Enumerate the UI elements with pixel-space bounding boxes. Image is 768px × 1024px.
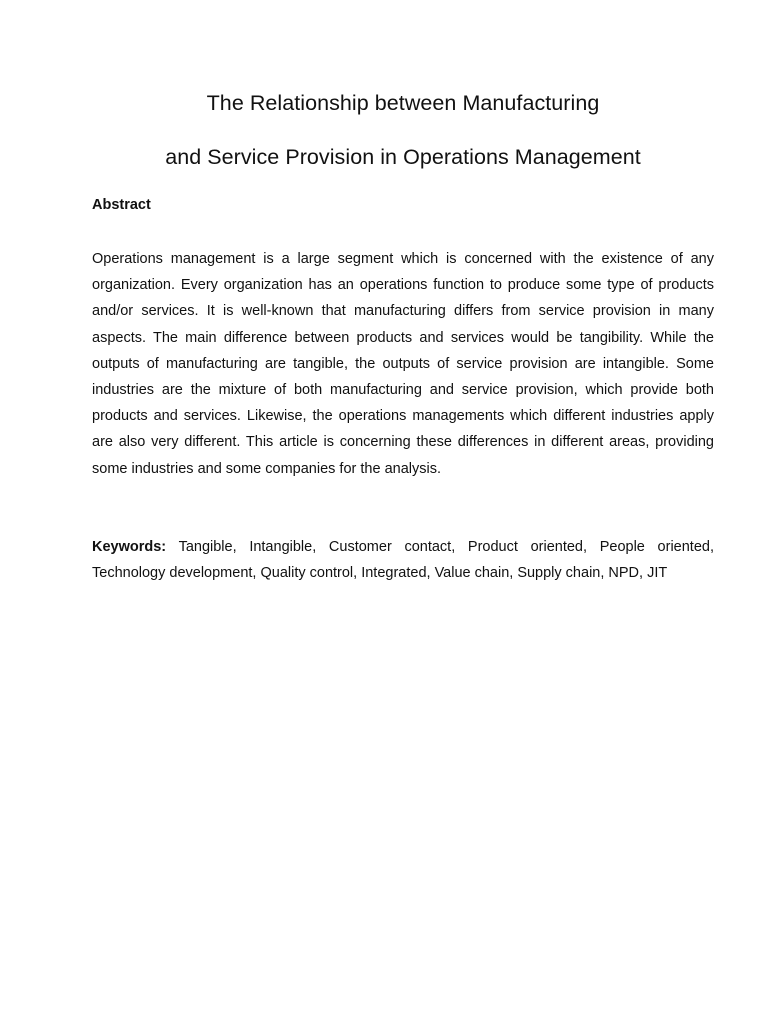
keywords-paragraph [92,534,714,586]
keywords-text: Tangible, Intangible, Customer contact, Product oriented, People oriented, Technology development, Quality control, Integrated, Value chain, Supply chain, NPD, JIT [92,539,714,582]
keywords-label: Keywords: [92,539,167,555]
title-line-2: and Service Provision in Operations Management [165,145,641,169]
abstract-text: Operations management is a large segment which is concerned with the existence of any organization. Every organization has an operations function to produce some type of products and/or services. It is well-known that manufacturing differs from service provision in many aspects. The main difference between products and services would be tangibility. While the outputs of manufacturing are tangible, the outputs of service provision are intangible. Some industries are the mixture of both manufacturing and service provision, which provide both products and services. Likewise, the operations managements which different industries apply are also very different. This article is concerning these differences in different areas, providing some industries and some companies for the analysis. [92,251,714,477]
title-line-1: The Relationship between Manufacturing [206,91,600,115]
abstract-heading: Abstract [92,197,151,213]
